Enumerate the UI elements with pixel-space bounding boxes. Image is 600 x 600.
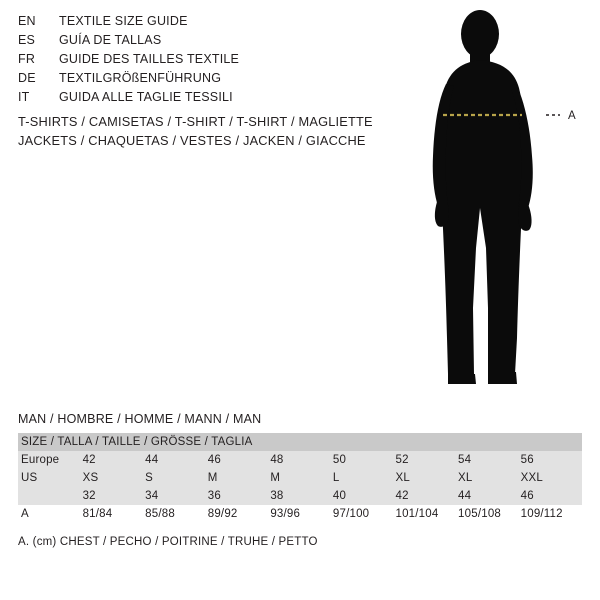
table-cell: 46 <box>519 487 582 505</box>
language-code: FR <box>18 52 36 66</box>
language-row <box>18 33 408 52</box>
table-header-label: SIZE / TALLA / TAILLE / GRÖSSE / TAGLIA <box>18 433 582 451</box>
table-cell: 32 <box>81 487 144 505</box>
table-footnote: A. (cm) CHEST / PECHO / POITRINE / TRUHE / PETTO <box>18 536 318 548</box>
language-code: ES <box>18 33 36 47</box>
table-cell: XS <box>81 469 144 487</box>
table-cell: 81/84 <box>81 505 144 523</box>
row-label: Europe <box>18 451 81 469</box>
table-cell: 34 <box>143 487 206 505</box>
category-jackets: JACKETS / CHAQUETAS / VESTES / JACKEN / GIACCHE <box>18 133 366 148</box>
table-row <box>18 487 582 505</box>
table-cell: XL <box>456 469 519 487</box>
table-cell: 101/104 <box>393 505 456 523</box>
row-label: US <box>18 469 81 487</box>
table-cell: 52 <box>393 451 456 469</box>
table-row <box>18 469 582 487</box>
table-title: MAN / HOMBRE / HOMME / MANN / MAN <box>18 412 262 426</box>
language-list <box>18 14 408 109</box>
language-text: GUIDA ALLE TAGLIE TESSILI <box>59 90 233 104</box>
silhouette-icon <box>400 8 600 398</box>
language-text: GUÍA DE TALLAS <box>59 33 162 47</box>
table-cell: XXL <box>519 469 582 487</box>
male-figure-illustration <box>400 8 600 398</box>
table-cell: 54 <box>456 451 519 469</box>
table-cell: 56 <box>519 451 582 469</box>
language-code: DE <box>18 71 36 85</box>
category-tshirts: T-SHIRTS / CAMISETAS / T-SHIRT / T-SHIRT / MAGLIETTE <box>18 114 373 129</box>
table-cell: 50 <box>331 451 394 469</box>
table-cell: 40 <box>331 487 394 505</box>
table-row <box>18 505 582 523</box>
row-label <box>18 487 81 505</box>
language-text: TEXTILGRÖßENFÜHRUNG <box>59 71 222 85</box>
table-cell: 85/88 <box>143 505 206 523</box>
size-table-area <box>18 412 582 548</box>
language-row <box>18 90 408 109</box>
table-cell: 38 <box>268 487 331 505</box>
category-list <box>18 112 418 150</box>
table-cell: M <box>206 469 269 487</box>
table-cell: 105/108 <box>456 505 519 523</box>
language-text: GUIDE DES TAILLES TEXTILE <box>59 52 240 66</box>
table-cell: 89/92 <box>206 505 269 523</box>
table-cell: 48 <box>268 451 331 469</box>
table-cell: 97/100 <box>331 505 394 523</box>
table-cell: 42 <box>393 487 456 505</box>
measure-label-a: A <box>568 110 577 122</box>
language-code: EN <box>18 14 36 28</box>
table-cell: XL <box>393 469 456 487</box>
table-header-row <box>18 433 582 451</box>
language-row <box>18 52 408 71</box>
table-cell: 46 <box>206 451 269 469</box>
language-text: TEXTILE SIZE GUIDE <box>59 14 188 28</box>
table-row <box>18 451 582 469</box>
language-row <box>18 14 408 33</box>
table-cell: 93/96 <box>268 505 331 523</box>
language-row <box>18 71 408 90</box>
row-label: A <box>18 505 81 523</box>
table-cell: 44 <box>456 487 519 505</box>
table-cell: S <box>143 469 206 487</box>
table-cell: 109/112 <box>519 505 582 523</box>
table-cell: 42 <box>81 451 144 469</box>
size-table <box>18 433 582 523</box>
table-cell: 36 <box>206 487 269 505</box>
table-cell: 44 <box>143 451 206 469</box>
table-cell: L <box>331 469 394 487</box>
language-code: IT <box>18 90 30 104</box>
table-cell: M <box>268 469 331 487</box>
